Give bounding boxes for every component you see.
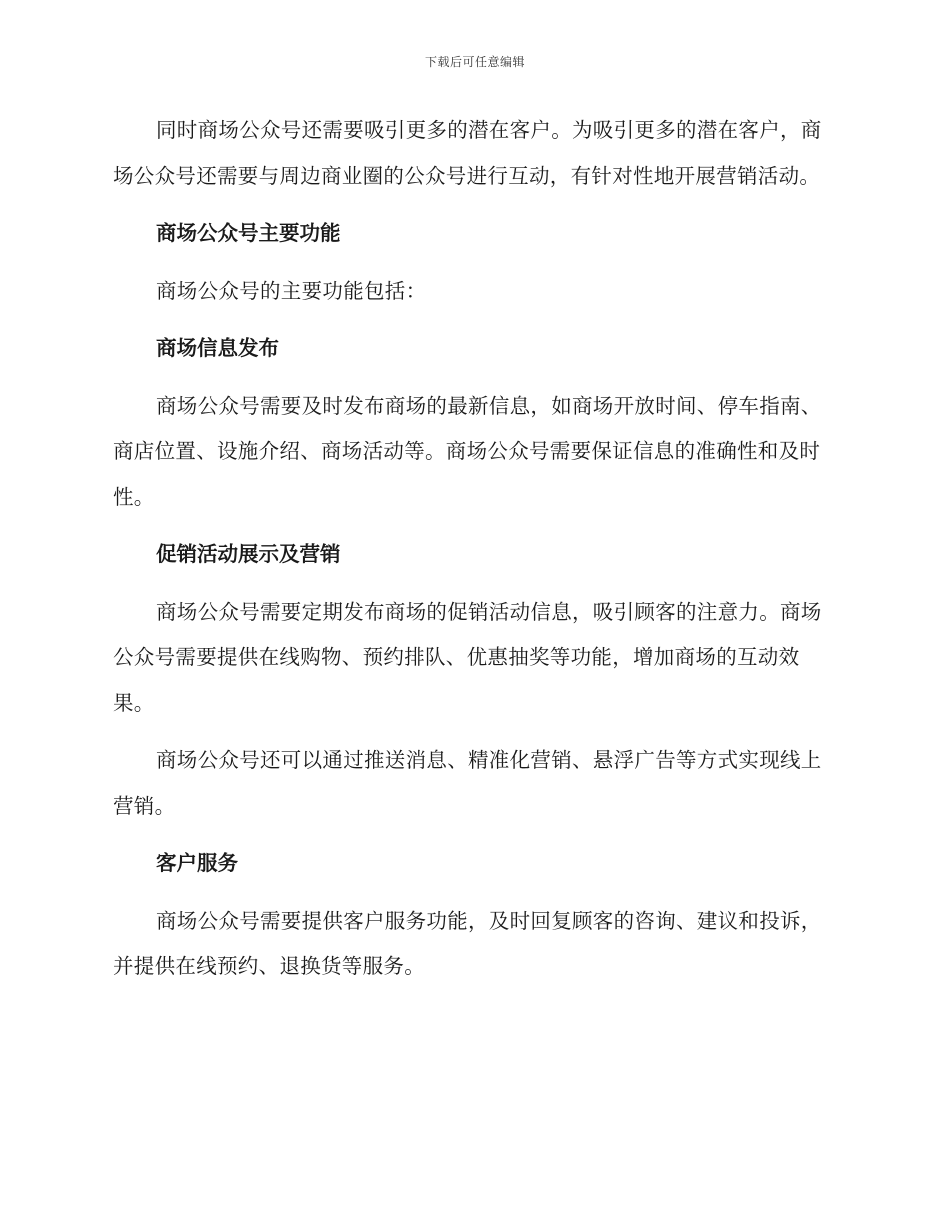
heading-customer-service: 客户服务 — [156, 851, 238, 875]
document-body — [113, 108, 833, 1002]
page-header-note: 下载后可任意编辑 — [424, 55, 525, 69]
paragraph-online-marketing: 商场公众号还可以通过推送消息、精准化营销、悬浮广告等方式实现线上营销。 — [113, 748, 822, 818]
paragraph-potential-customers: 同时商场公众号还需要吸引更多的潜在客户。为吸引更多的潜在客户，商场公众号还需要与周边商业圈的公众号进行互动，有针对性地开展营销活动。 — [113, 118, 822, 188]
heading-main-functions: 商场公众号主要功能 — [156, 221, 341, 245]
paragraph-info-publishing: 商场公众号需要及时发布商场的最新信息，如商场开放时间、停车指南、商店位置、设施介绍、商场活动等。商场公众号需要保证信息的准确性和及时性。 — [113, 393, 822, 509]
paragraph-functions-intro: 商场公众号的主要功能包括： — [156, 278, 427, 303]
paragraph-customer-service: 商场公众号需要提供客户服务功能，及时回复顾客的咨询、建议和投诉，并提供在线预约、退换货等服务。 — [113, 908, 822, 978]
heading-promotion-marketing: 促销活动展示及营销 — [156, 542, 341, 566]
heading-info-publishing: 商场信息发布 — [156, 336, 279, 360]
paragraph-promotion-activities: 商场公众号需要定期发布商场的促销活动信息，吸引顾客的注意力。商场公众号需要提供在线购物、预约排队、优惠抽奖等功能，增加商场的互动效果。 — [113, 599, 822, 715]
